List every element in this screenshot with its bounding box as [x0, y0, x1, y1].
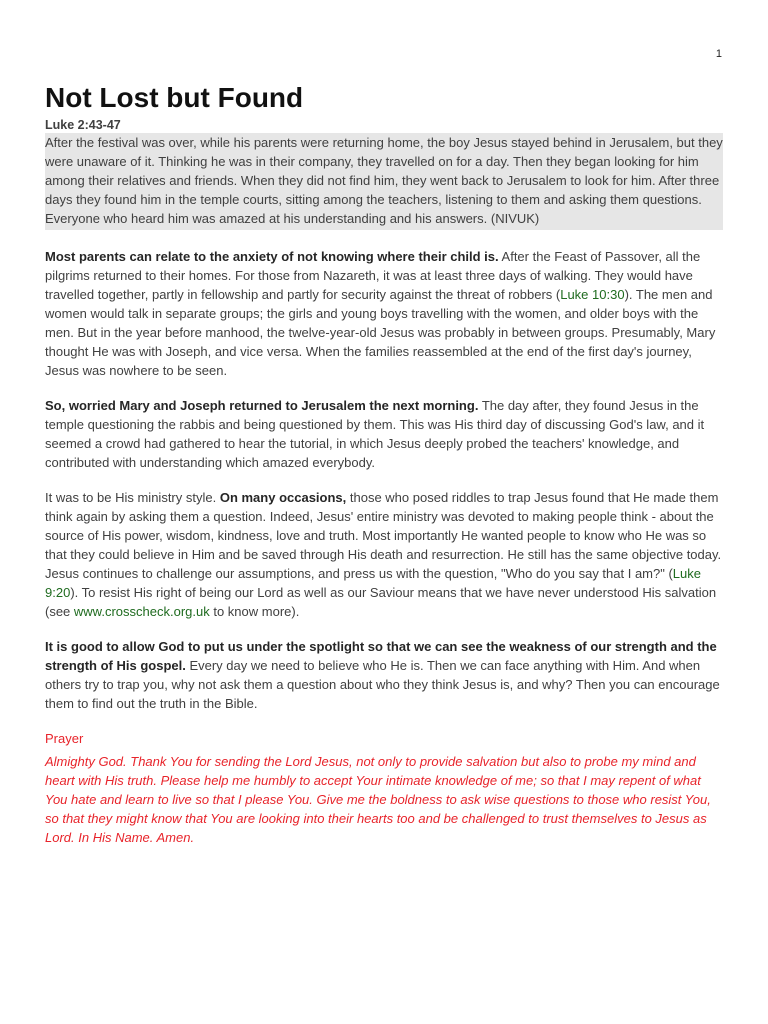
- paragraph-4-text: Every day we need to believe who He is. Then we can face anything with Him. And when others try to trap you, why not ask them a question about who they think Jesus is, and why? Then you can encourage them to find out the truth in the Bible.: [45, 658, 720, 711]
- paragraph-2: [45, 396, 723, 472]
- link-luke-9-20[interactable]: Luke 9:20: [45, 566, 701, 600]
- prayer-heading: Prayer: [45, 731, 84, 746]
- paragraph-1-lead: Most parents can relate to the anxiety of not knowing where their child is.: [45, 249, 499, 264]
- paragraph-3-text-d: to know more).: [209, 604, 300, 619]
- paragraph-3-text-a: It was to be His ministry style.: [45, 490, 220, 505]
- paragraph-1-text-a: After the Feast of Passover, all the pilgrims returned to their homes. For those from Nazareth, it was at least three days of walking. They would have travelled together, partly in fellowship and partly for security against the threat of robbers (: [45, 249, 701, 302]
- link-crosscheck-website[interactable]: www.crosscheck.org.uk: [73, 604, 210, 619]
- paragraph-3-bold: On many occasions,: [219, 490, 347, 505]
- prayer-text: Almighty God. Thank You for sending the Lord Jesus, not only to provide salvation but also to probe my mind and heart with His truth. Please help me humbly to accept Your intimate knowledge of me; so that I may repent of what You hate and learn to live so that I please You. Give me the boldness to ask wise questions to those who resist You, so that they might know that You are looking into their hearts too and be challenged to trust themselves to Jesus as Lord. In His Name. Amen.: [45, 754, 711, 845]
- scripture-passage: After the festival was over, while his parents were returning home, the boy Jesus stayed behind in Jerusalem, but they were unaware of it. Thinking he was in their company, they travelled on for a day. Then they began looking for him among their relatives and friends. When they did not find him, they went back to Jerusalem to look for him. After three days they found him in the temple courts, sitting among the teachers, listening to them and asking them questions. Everyone who heard him was amazed at his understanding and his answers. (NIVUK): [45, 133, 723, 230]
- paragraph-4-lead: It is good to allow God to put us under the spotlight so that we can see the weakness of our strength and the strength of His gospel.: [45, 639, 717, 673]
- paragraph-4: [45, 637, 723, 713]
- document-page: [45, 80, 723, 847]
- paragraph-1-text-b: ). The men and women would talk in separate groups; the girls and young boys travelling with the women, and older boys with the men. But in the year before manhood, the twelve-year-old Jesus was probably in between groups. Presumably, Mary thought He was with Joseph, and vice versa. When the families reassembled at the end of the first day's journey, Jesus was nowhere to be seen.: [45, 287, 716, 378]
- paragraph-3-text-b: those who posed riddles to trap Jesus found that He made them think again by asking them a question. Indeed, Jesus' entire ministry was devoted to making people think - about the source of His power, wisdom, kindness, love and truth. Most importantly He wanted people to know who He was so that they could believe in Him and be saved through His death and resurrection. He still has the same objective today. Jesus continues to challenge our assumptions, and press us with the question, "Who do you say that I am?" (: [45, 490, 722, 581]
- scripture-reference: Luke 2:43-47: [45, 118, 121, 132]
- paragraph-1: [45, 247, 723, 380]
- paragraph-2-text: The day after, they found Jesus in the temple questioning the rabbis and being questioned by them. This was His third day of discussing God's law, and it seemed a crowd had gathered to hear the tutorial, in which Jesus deeply probed the teachers' knowledge, and contributed with understanding which amazed everybody.: [45, 398, 705, 470]
- paragraph-2-lead: So, worried Mary and Joseph returned to Jerusalem the next morning.: [45, 398, 479, 413]
- page-number: 1: [715, 48, 722, 60]
- paragraph-3: [45, 488, 723, 621]
- paragraph-3-text-c: ). To resist His right of being our Lord as well as our Saviour means that we have never understood His salvation (see: [45, 585, 717, 619]
- page-title: Not Lost but Found: [45, 82, 304, 113]
- link-luke-10-30[interactable]: Luke 10:30: [560, 287, 625, 302]
